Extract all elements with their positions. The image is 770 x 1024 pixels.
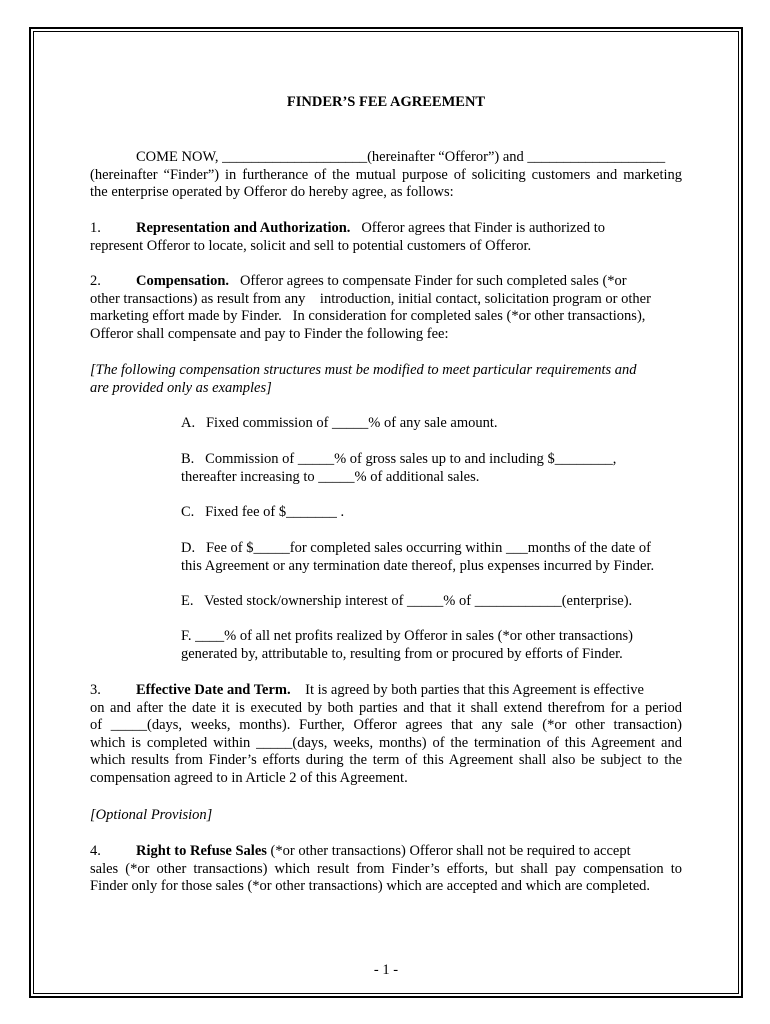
option-c-line: C. Fixed fee of $_______ . <box>181 504 345 520</box>
document-title: FINDER’S FEE AGREEMENT <box>286 94 486 110</box>
section-4 <box>90 843 682 896</box>
intro-paragraph <box>90 149 682 202</box>
section-2-number: 2. <box>90 273 101 289</box>
section-3-line-4: which is completed within _____(days, weeks, months) of the termination of this Agreement and <box>90 734 682 751</box>
option-a: A. Fixed commission of _____% of any sale amount. <box>181 415 498 431</box>
section-4-line-3: Finder only for those sales (*or other transactions) which are accepted and which are completed. <box>90 878 651 895</box>
section-3-line-3: of _____(days, weeks, months). Further, Offeror agrees that any sale (*or other transaction) <box>90 717 682 734</box>
section-1-heading: Representation and Authorization. <box>136 220 351 236</box>
option-d-line-1: D. Fee of $_____for completed sales occurring within ___months of the date of <box>181 540 651 556</box>
intro-line-2: (hereinafter “Finder”) in furtherance of the mutual purpose of soliciting customers and marketing <box>90 166 682 183</box>
section-3-number: 3. <box>90 682 101 698</box>
page-number: - 1 - <box>373 962 399 978</box>
note-line-1: [The following compensation structures must be modified to meet particular requirements and <box>90 362 637 378</box>
section-4-line-1: (*or other transactions) Offeror shall not be required to accept <box>270 843 631 859</box>
compensation-note <box>90 362 682 397</box>
section-3-line-2: on and after the date it is executed by both parties and that it shall extend therefrom for a period <box>90 699 682 716</box>
option-f-line-2: generated by, attributable to, resulting from or procured by efforts of Finder. <box>181 645 623 662</box>
note-line-2: are provided only as examples] <box>90 379 272 396</box>
section-2-heading: Compensation. <box>136 273 230 289</box>
compensation-options <box>181 415 682 433</box>
option-b <box>181 451 682 486</box>
section-2-line-1: Offeror agrees to compensate Finder for such completed sales (*or <box>239 273 627 289</box>
option-e-line: E. Vested stock/ownership interest of _____% of ____________(enterprise). <box>181 593 633 609</box>
section-3 <box>90 682 682 788</box>
section-3-line-5: which results from Finder’s efforts during the term of this Agreement shall also be subject to the <box>90 752 682 769</box>
option-f-line-1: F. ____% of all net profits realized by Offeror in sales (*or other transactions) <box>181 628 633 644</box>
section-2-line-3: marketing effort made by Finder. In consideration for completed sales (*or other transactions), <box>90 308 646 325</box>
section-2 <box>90 273 682 343</box>
intro-line-3: the enterprise operated by Offeror do hereby agree, as follows: <box>90 184 454 201</box>
option-f <box>181 628 682 663</box>
option-b-line-1: B. Commission of _____% of gross sales up to and including $________, <box>181 451 617 467</box>
option-b-line-2: thereafter increasing to _____% of additional sales. <box>181 468 480 485</box>
section-2-line-2: other transactions) as result from any introduction, initial contact, solicitation program or other <box>90 290 651 307</box>
section-4-number: 4. <box>90 843 101 859</box>
section-4-heading: Right to Refuse Sales <box>136 843 267 859</box>
section-4-line-2: sales (*or other transactions) which result from Finder’s efforts, but shall pay compensation to <box>90 860 682 877</box>
section-3-heading: Effective Date and Term. <box>136 682 291 698</box>
section-3-line-6: compensation agreed to in Article 2 of this Agreement. <box>90 769 408 786</box>
section-1-number: 1. <box>90 220 101 236</box>
section-2-line-4: Offeror shall compensate and pay to Finder the following fee: <box>90 325 449 342</box>
section-1-line-2: represent Offeror to locate, solicit and sell to potential customers of Offeror. <box>90 237 532 254</box>
option-c <box>181 504 682 522</box>
optional-provision-label: [Optional Provision] <box>90 807 213 823</box>
optional-provision <box>90 807 682 825</box>
option-e <box>181 593 682 611</box>
option-d <box>181 540 682 575</box>
section-1 <box>90 220 682 255</box>
intro-line-1: COME NOW, ____________________(hereinafter “Offeror”) and ___________________ <box>136 149 666 165</box>
section-1-line-1: Offeror agrees that Finder is authorized to <box>361 220 606 236</box>
option-d-line-2: this Agreement or any termination date thereof, plus expenses incurred by Finder. <box>181 557 655 574</box>
section-3-line-1: It is agreed by both parties that this Agreement is effective <box>305 682 644 698</box>
